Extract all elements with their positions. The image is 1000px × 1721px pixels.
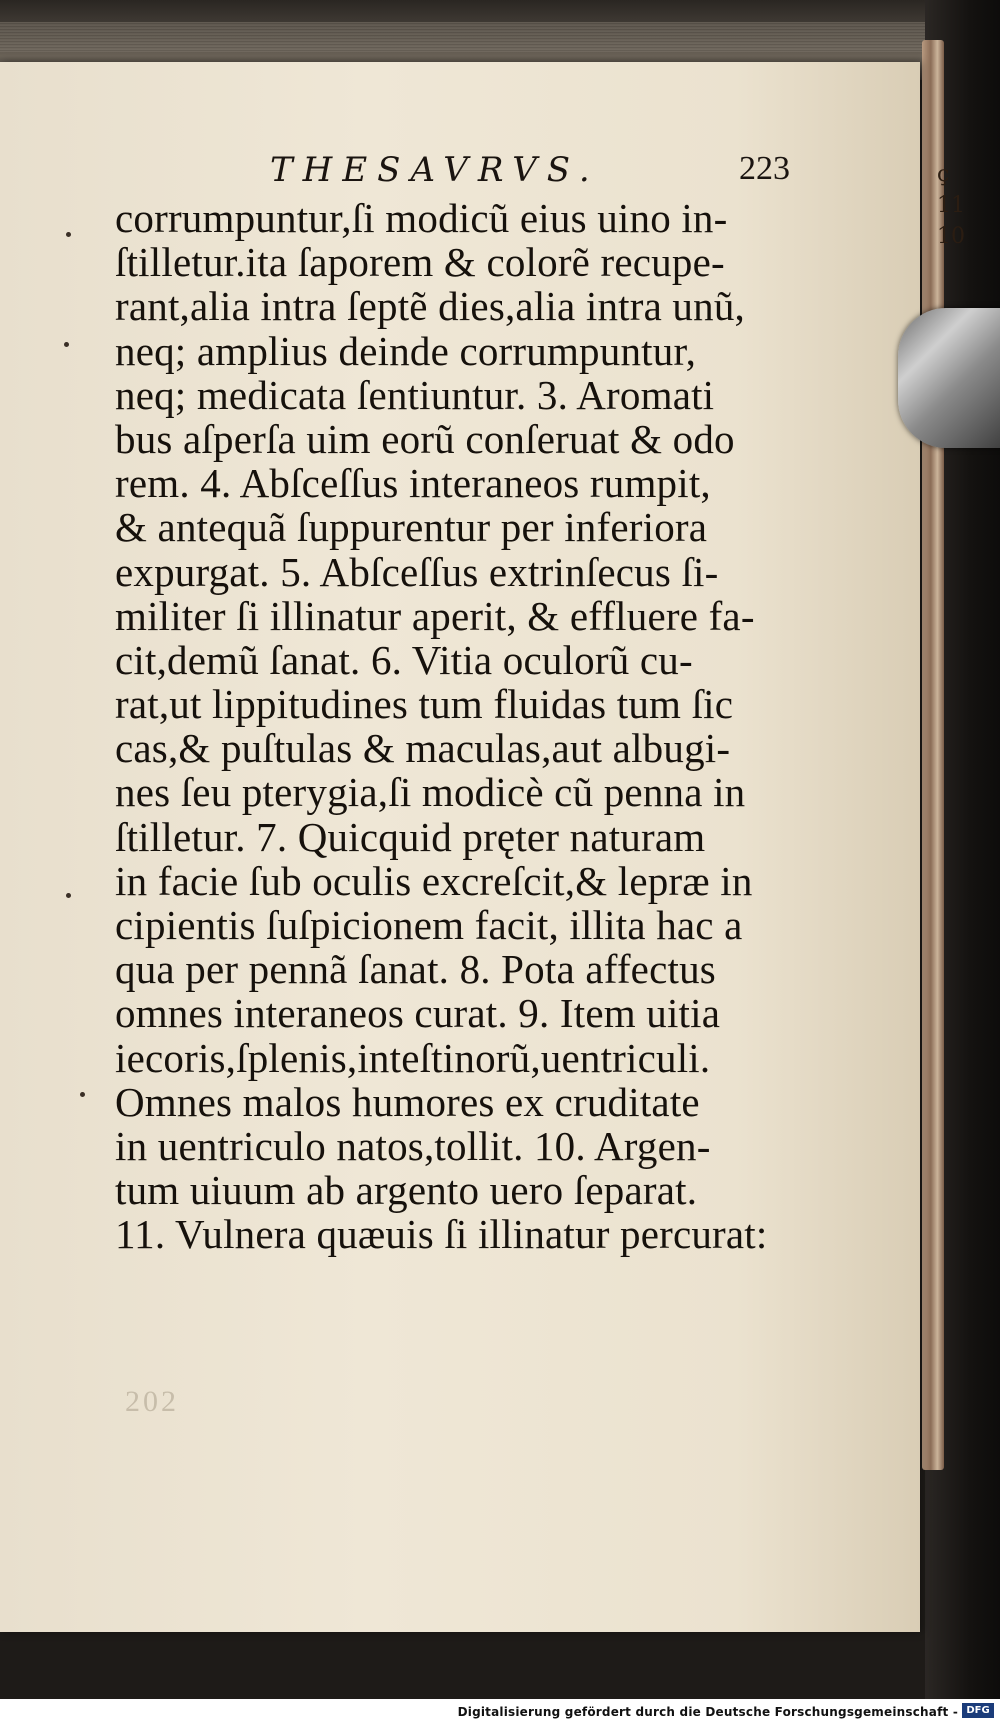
- margin-mark: [64, 342, 69, 347]
- text-line: in uentriculo natos,tollit. 10. Argen-: [115, 1122, 711, 1169]
- edge-fragment-text: [937, 160, 967, 252]
- adjacent-page-edge: [922, 40, 944, 1470]
- text-line: ſtilletur. 7. Quicquid pręter naturam: [115, 813, 706, 860]
- text-line: & antequã ſuppurentur per inferiora: [115, 504, 708, 551]
- footer-bar: [0, 1699, 1000, 1721]
- text-line: militer ſi illinatur aperit, & effluere fa-: [115, 592, 755, 639]
- text-line: cas,& puſtulas & maculas,aut albugi-: [115, 725, 731, 772]
- text-line: in facie ſub oculis excreſcit,& lepræ in: [115, 857, 753, 904]
- text-line: qua per pennã ſanat. 8. Pota affectus: [115, 946, 716, 993]
- text-line: ſtilletur.ita ſaporem & colorẽ recupe-: [115, 239, 725, 286]
- edge-glyph: 11: [937, 192, 965, 218]
- text-line: neq; medicata ſentiuntur. 3. Aromati: [115, 371, 715, 418]
- funding-credit: Digitalisierung gefördert durch die Deutsche Forschungsgemeinschaft -: [457, 1705, 958, 1719]
- margin-mark: [66, 893, 71, 898]
- show-through-mark: 202: [125, 1385, 179, 1418]
- dfg-logo: DFG: [962, 1703, 994, 1718]
- text-line: bus aſperſa uim eorũ conſeruat & odo: [115, 415, 735, 462]
- text-line: cit,demũ ſanat. 6. Vitia oculorũ cu-: [115, 636, 693, 683]
- text-line: iecoris,ſplenis,inteſtinorũ,uentriculi.: [115, 1034, 711, 1081]
- text-line: 11. Vulnera quæuis ſi illinatur percurat:: [115, 1211, 768, 1258]
- text-line: nes ſeu pterygia,ſi modicè cũ penna in: [115, 769, 746, 816]
- text-line: corrumpuntur,ſi modicũ eius uino in-: [115, 195, 728, 241]
- text-line: neq; amplius deinde corrumpuntur,: [115, 327, 697, 374]
- text-line: cipientis ſuſpicionem facit, illita hac a: [115, 902, 743, 948]
- text-line: rant,alia intra ſeptẽ dies,alia intra unũ,: [115, 283, 745, 330]
- text-line: expurgat. 5. Abſceſſus extrinſecus ſi-: [115, 548, 719, 595]
- running-title: THESAVRVS.: [270, 150, 600, 190]
- edge-glyph: ç: [937, 162, 950, 187]
- text-line: omnes interaneos curat. 9. Item uitia: [115, 990, 721, 1037]
- text-line: rem. 4. Abſceſſus interaneos rumpit,: [115, 460, 711, 507]
- text-line: rat,ut lippitudines tum fluidas tum ſic: [115, 681, 734, 728]
- page-leaves: [0, 22, 940, 52]
- page-header: [270, 150, 790, 200]
- page-clip: [898, 308, 1000, 448]
- edge-glyph: 10: [937, 223, 965, 249]
- margin-mark: [66, 232, 71, 237]
- margin-mark: [80, 1092, 85, 1097]
- page-number: 223: [739, 150, 790, 187]
- text-line: tum uiuum ab argento uero ſeparat.: [115, 1167, 698, 1214]
- text-line: Omnes malos humores ex cruditate: [115, 1078, 700, 1125]
- body-text: [115, 196, 815, 1257]
